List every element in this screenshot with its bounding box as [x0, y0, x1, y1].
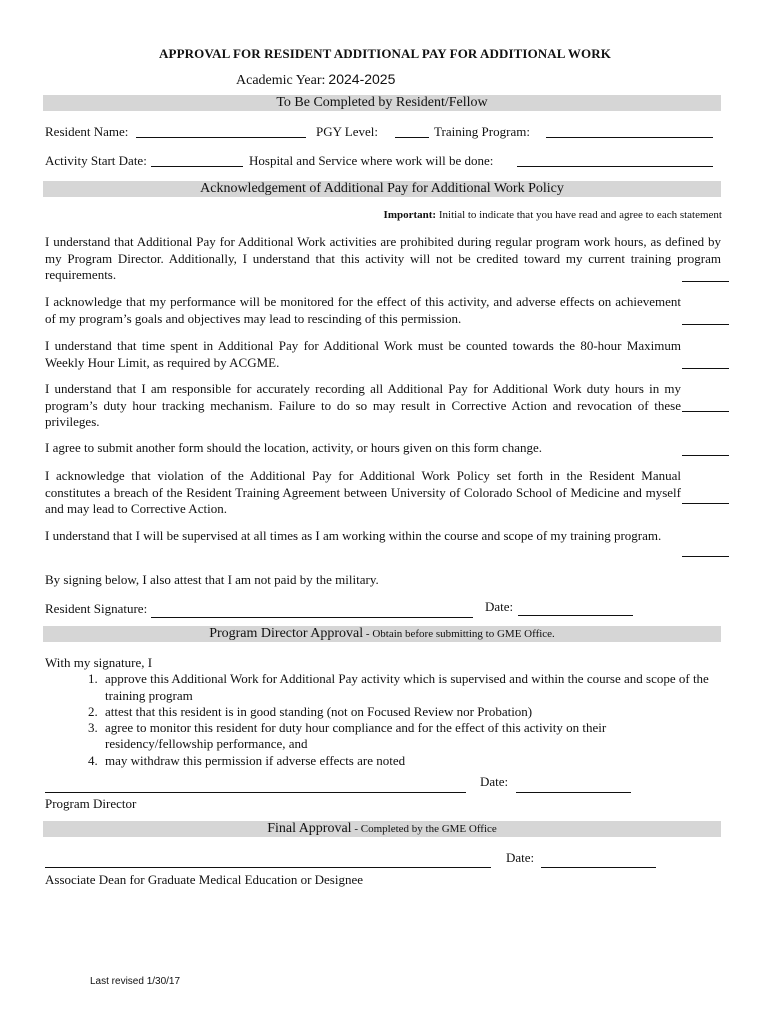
section-header-program-director: [43, 626, 721, 642]
initial-line-1[interactable]: [682, 281, 729, 282]
training-program-label: Training Program:: [434, 124, 530, 139]
important-note: [384, 209, 722, 221]
program-director-header-note: - Obtain before submitting to GME Office.: [363, 628, 555, 640]
section-header-resident: To Be Completed by Resident/Fellow: [43, 95, 721, 111]
statement-5: I agree to submit another form should the location, activity, or hours given on this form change.: [45, 440, 543, 455]
last-revised-note: Last revised 1/30/17: [90, 976, 181, 987]
training-program-field[interactable]: [546, 137, 713, 138]
program-director-approval-list: [45, 655, 715, 769]
initial-line-6[interactable]: [682, 503, 729, 504]
statement-6: I acknowledge that violation of the Additional Pay for Additional Work Policy set forth in the Resident Manual constitutes a breach of the Resident Training Agreement between University of Colorado School of Medicine and myself and may lead to Corrective Action.: [45, 468, 681, 516]
resident-signature-label: Resident Signature:: [45, 601, 148, 616]
hospital-service-label: Hospital and Service where work will be done:: [249, 153, 494, 168]
section-header-final-approval: [43, 821, 721, 837]
resident-date-field[interactable]: [518, 615, 633, 616]
initial-line-7[interactable]: [682, 556, 729, 557]
section-header-acknowledgement: Acknowledgement of Additional Pay for Additional Work Policy: [43, 181, 721, 197]
pgy-level-field[interactable]: [395, 137, 429, 138]
resident-date-label: Date:: [485, 599, 514, 614]
program-director-intro: With my signature, I: [45, 655, 153, 670]
resident-signature-field[interactable]: [151, 617, 473, 618]
final-date-field[interactable]: [541, 867, 656, 868]
dean-signer-label: Associate Dean for Graduate Medical Education or Designee: [45, 872, 364, 887]
approval-item-3: 3. agree to monitor this resident for duty hour compliance and for the effect of this activity on their residency/fellowship performance, and: [101, 720, 715, 753]
program-director-signer-label: Program Director: [45, 796, 137, 811]
resident-name-field[interactable]: [136, 137, 306, 138]
approval-item-4: 4. may withdraw this permission if adverse effects are noted: [101, 753, 715, 769]
activity-start-date-label: Activity Start Date:: [45, 153, 147, 168]
form-title: APPROVAL FOR RESIDENT ADDITIONAL PAY FOR ADDITIONAL WORK: [159, 46, 611, 61]
pgy-level-label: PGY Level:: [316, 124, 378, 139]
initial-line-2[interactable]: [682, 324, 729, 325]
initial-line-4[interactable]: [682, 411, 729, 412]
final-approval-header-title: Final Approval: [267, 821, 352, 836]
activity-start-date-field[interactable]: [151, 166, 243, 167]
initial-line-5[interactable]: [682, 455, 729, 456]
resident-name-label: Resident Name:: [45, 124, 129, 139]
statement-3: I understand that time spent in Additional Pay for Additional Work must be counted towards the 80-hour Maximum Weekly Hour Limit, as required by ACGME.: [45, 338, 681, 370]
program-director-date-field[interactable]: [516, 792, 631, 793]
approval-item-2: 2. attest that this resident is in good standing (not on Focused Review nor Probation): [101, 704, 715, 720]
approval-item-1: 1. approve this Additional Work for Additional Pay activity which is supervised and within the course and scope of the training program: [101, 671, 715, 704]
statement-2: I acknowledge that my performance will be monitored for the effect of this activity, and adverse effects on achievement of my program’s goals and objectives may lead to rescinding of this permission.: [45, 294, 681, 326]
statement-1: I understand that Additional Pay for Additional Work activities are prohibited during regular program work hours, as defined by my Program Director. Additionally, I understand that this activity will not be credited toward my current training program requirements.: [45, 234, 721, 282]
important-text: Initial to indicate that you have read and agree to each statement: [436, 209, 722, 221]
hospital-service-field[interactable]: [517, 166, 713, 167]
important-label: Important:: [383, 209, 437, 221]
academic-year-value: 2024-2025: [328, 71, 396, 87]
initial-line-3[interactable]: [682, 368, 729, 369]
statement-4: I understand that I am responsible for accurately recording all Additional Pay for Additional Work duty hours in my program’s duty hour tracking mechanism. Failure to do so may result in Corrective Action and revocation of these privileges.: [45, 381, 681, 429]
final-approval-header-note: - Completed by the GME Office: [351, 823, 497, 835]
final-date-label: Date:: [506, 850, 535, 865]
military-attestation: By signing below, I also attest that I am not paid by the military.: [45, 572, 379, 587]
statement-7: I understand that I will be supervised at all times as I am working within the course and scope of my training program.: [45, 528, 662, 543]
program-director-signature-field[interactable]: [45, 792, 466, 793]
academic-year: [236, 71, 395, 89]
dean-signature-field[interactable]: [45, 867, 491, 868]
program-director-header-title: Program Director Approval: [209, 626, 364, 641]
program-director-date-label: Date:: [480, 774, 509, 789]
academic-year-label: Academic Year:: [236, 73, 326, 88]
